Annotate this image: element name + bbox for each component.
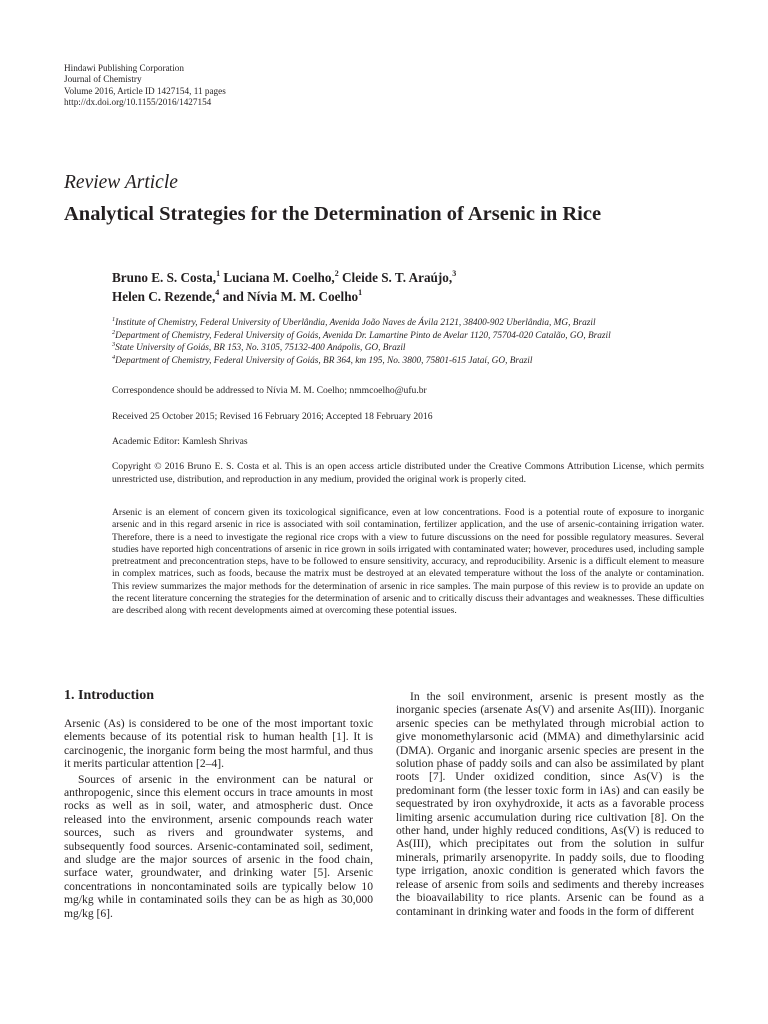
- publisher-name: Hindawi Publishing Corporation: [64, 63, 184, 73]
- volume-line: Volume 2016, Article ID 1427154, 11 pages: [64, 85, 226, 96]
- author-line-1: [112, 268, 456, 287]
- author-affiliation-mark: 1: [216, 269, 221, 278]
- article-title: Analytical Strategies for the Determination of Arsenic in Rice: [64, 203, 602, 225]
- author-affiliation-mark: 4: [215, 288, 220, 297]
- correspondence-line: Correspondence should be addressed to Nívia M. M. Coelho; nmmcoelho@ufu.br: [112, 385, 427, 396]
- author-list: [112, 268, 456, 306]
- author-name: Helen C. Rezende,: [112, 289, 216, 304]
- author-name: Bruno E. S. Costa,: [112, 270, 217, 285]
- academic-editor-line: Academic Editor: Kamlesh Shrivas: [112, 436, 248, 447]
- author-name: Cleide S. T. Araújo,: [342, 270, 453, 285]
- body-paragraph: In the soil environment, arsenic is present mostly as the inorganic species (arsenate As(V) and arsenite As(III)). Inorganic arsenic species can be methylated through microbial action to give monomethylarsonic acid (MMA) and dimethylarsinic acid (DMA). Organic and inorganic arsenic species are present in the solution phase of paddy soils and can also be assimilated by plant roots [7]. Under oxidized condition, since As(V) is the predominant form (the lesser toxic form in iAs) and can easily be sequestrated by iron oxyhydroxide, it acts as a favorable process limiting arsenic accumulation during rice cultivation [8]. On the other hand, under highly reduced conditions, As(V) is reduced to As(III), which precipitates out from the solution in sulfur minerals, primarily arsenopyrite. In paddy soils, due to flooding type irrigation, anoxic condition is generated which favors the release of arsenic from soils and sediments and thereby increases the bioavailability to rice plants. Arsenic can be found as a contaminant in drinking water and foods in the form of different: [396, 690, 704, 918]
- body-column-left: [64, 717, 373, 920]
- author-name: Nívia M. M. Coelho: [247, 289, 359, 304]
- doi-link[interactable]: http://dx.doi.org/10.1155/2016/1427154: [64, 97, 212, 108]
- affiliation-item: $^2$Department of Chemistry, Federal University of Goiás, Avenida Dr. Lamartine Pinto de Avelar 1120, 75704-020 Catalão, GO, Brazil: [112, 328, 611, 341]
- journal-header: [64, 63, 226, 109]
- body-paragraph: Sources of arsenic in the environment can be natural or anthropogenic, since this element occurs in trace amounts in most rocks as well as in soil, water, and atmospheric dust. Once released into the environment, arsenic compounds reach water sources, such as rivers and groundwater systems, and subsequently food sources. Arsenic-contaminated soil, sediment, and sludge are the major sources of arsenic in the food chain, surface water, groundwater, and drinking water [5]. Arsenic concentrations in noncontaminated soils are typically below 10 mg/kg while in contaminated soils they can be as high as 30,000 mg/kg [6].: [64, 772, 373, 920]
- affiliation-item: $^4$Department of Chemistry, Federal University of Goiás, BR 364, km 195, No. 3800, 75801-615 Jataí, GO, Brazil: [112, 353, 533, 366]
- affiliation-item: $^3$State University of Goiás, BR 153, No. 3105, 75132-400 Anápolis, GO, Brazil: [112, 341, 406, 354]
- copyright-notice: Copyright © 2016 Bruno E. S. Costa et al. This is an open access article distributed under the Creative Commons Attribution License, which permits unrestricted use, distribution, and reproduction in any medium, provided the original work is properly cited.: [112, 461, 704, 485]
- author-name: Luciana M. Coelho,: [223, 270, 335, 285]
- dates-line: Received 25 October 2015; Revised 16 February 2016; Accepted 18 February 2016: [112, 411, 433, 422]
- abstract-text: Arsenic is an element of concern given its toxicological significance, even at low concentrations. Food is a potential route of exposure to inorganic arsenic and in this regard arsenic in rice is associated with soil contamination, fertilizer application, and the use of arsenic-containing irrigation water. Therefore, there is a need to investigate the regional rice crops with a view to future discussions on the need for possible regulatory measures. Several studies have reported high concentrations of arsenic in rice grown in soils irrigated with contaminated water; however, procedures used, including sample pretreatment and preconcentration steps, have to be followed to ensure sensitivity, accuracy, and reproducibility. Arsenic is a difficult element to measure in complex matrices, such as foods, because the matrix must be destroyed at an elevated temperature without the loss of the analyte or contamination. This review summarizes the major methods for the determination of arsenic in rice samples. The main purpose of this review is to provide an update on the recent literature concerning the strategies for the determination of arsenic and to critically discuss their advantages and weaknesses. These difficulties are described along with recent developments aimed at overcoming these potential issues.: [112, 507, 704, 617]
- author-affiliation-mark: 3: [452, 269, 457, 278]
- author-affiliation-mark: 1: [358, 288, 363, 297]
- author-affiliation-mark: 2: [334, 269, 339, 278]
- body-paragraph: Arsenic (As) is considered to be one of the most important toxic elements because of its potential risk to human health [1]. It is carcinogenic, the inorganic form being the most harmful, and thus it merits particular attention [2–4].: [64, 717, 373, 771]
- section-heading: 1. Introduction: [64, 688, 154, 703]
- affiliation-item: $^1$Institute of Chemistry, Federal University of Uberlândia, Avenida João Naves de Ávila 2121, 38400-902 Uberlândia, MG, Brazil: [112, 316, 596, 328]
- article-type: Review Article: [64, 172, 178, 193]
- author-line-2: Helen C. Rezende,$^4$ and Nívia M. M. Coelho$^1$: [112, 288, 363, 304]
- body-column-right: [396, 690, 704, 918]
- journal-name: Journal of Chemistry: [64, 74, 142, 85]
- affiliation-list: [112, 317, 712, 367]
